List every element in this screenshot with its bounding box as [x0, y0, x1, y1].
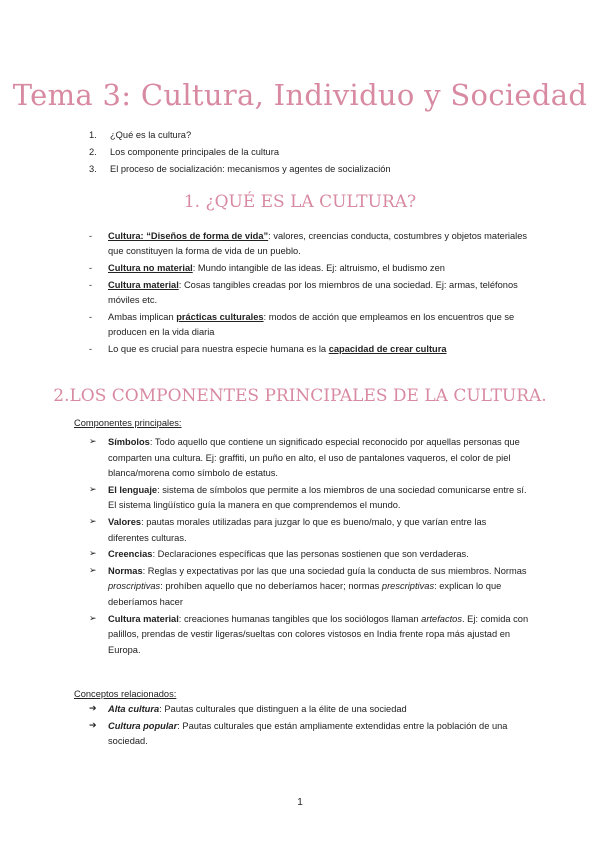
toc-text: ¿Qué es la cultura?	[110, 130, 192, 140]
list-item	[89, 261, 529, 276]
term: Cultura no material	[108, 263, 193, 274]
related-concepts-list	[89, 702, 529, 751]
list-item	[89, 719, 529, 750]
toc-number: 3.	[89, 164, 97, 174]
term: Cultura popular	[108, 720, 178, 731]
italic-term: proscriptivas	[108, 581, 161, 592]
toc-item	[89, 161, 391, 178]
prefix: Lo que es crucial para nuestra especie humana es la	[108, 344, 329, 355]
definition: : Pautas culturales que están ampliamente extendidas entre la población de una sociedad.	[108, 720, 508, 747]
italic-term: prescriptivas	[381, 581, 435, 592]
components-label: Componentes principales:	[74, 418, 182, 428]
term: Creencias	[108, 549, 153, 560]
page-number: 1	[297, 797, 303, 808]
term: Cultura: “Diseños de forma de vida”	[108, 231, 269, 241]
toc-text: El proceso de socialización: mecanismos y agentes de socialización	[110, 164, 391, 174]
list-item	[89, 278, 529, 309]
definition: : pautas morales utilizadas para juzgar lo que es bueno/malo, y que varían entre las diferentes culturas.	[108, 516, 487, 543]
term: Símbolos	[108, 437, 150, 447]
toc-number: 1.	[89, 130, 97, 140]
page-title: Tema 3: Cultura, Individuo y Sociedad	[12, 78, 588, 112]
list-item	[89, 564, 529, 611]
components-list	[89, 435, 529, 659]
definition: : valores, creencias conducta, costumbres y objetos materiales que constituyen la forma de vida de un pueblo.	[108, 231, 528, 257]
section-1-list	[89, 229, 529, 359]
definition: . Ej: comida con palillos, prendas de vestir ligeras/sueltas con colores vistosos en India frente ropa más ajustad en Europa.	[108, 613, 529, 655]
list-item	[89, 702, 529, 718]
term: prácticas culturales	[176, 311, 264, 322]
components-label-text: Componentes principales	[74, 418, 179, 428]
list-item	[89, 483, 529, 514]
definition: : modos de acción que empleamos en los encuentros que se producen en la vida diaria	[108, 311, 515, 338]
definition: : Pautas culturales que distinguen a la élite de una sociedad	[159, 704, 407, 714]
section-2-heading: 2.LOS COMPONENTES PRINCIPALES DE LA CULTURA.	[53, 386, 547, 406]
list-item	[89, 342, 529, 357]
definition: : creaciones humanas tangibles que los sociólogos llaman	[178, 613, 422, 624]
definition: : Reglas y expectativas por las que una sociedad guía la conducta de sus miembros. Normas	[142, 565, 527, 576]
term: El lenguaje	[108, 484, 158, 495]
section-1-heading: 1. ¿QUÉ ES LA CULTURA?	[183, 192, 417, 212]
related-concepts-label: Conceptos relacionados:	[74, 689, 177, 699]
list-item	[89, 547, 529, 563]
term: Cultura material	[108, 279, 179, 290]
definition: : prohíben aquello que no deberíamos hacer; normas	[160, 581, 382, 592]
definition: : Declaraciones específicas que las personas sostienen que son verdaderas.	[152, 549, 469, 560]
list-item	[89, 229, 529, 260]
definition: : Cosas tangibles creadas por los miembros de una sociedad. Ej: armas, teléfonos móviles etc.	[108, 279, 518, 306]
term: Valores	[108, 516, 142, 527]
italic-term: artefactos	[421, 613, 462, 624]
toc-item	[89, 127, 391, 144]
toc-text: Los componente principales de la cultura	[110, 147, 279, 157]
definition: : Todo aquello que contiene un significado especial reconocido por aquellas personas que comparten una cultura. Ej: graffiti, un puño en alto, el uso de pantalones vaqueros, el color de piel blanca/morena como símbolo de estatus.	[108, 437, 520, 479]
toc-item	[89, 144, 391, 161]
prefix: Ambas implican	[108, 311, 177, 322]
definition: : Mundo intangible de las ideas. Ej: altruismo, el budismo zen	[192, 263, 445, 274]
list-item	[89, 612, 529, 659]
term: Alta cultura	[108, 704, 160, 714]
term: Cultura material	[108, 613, 179, 624]
table-of-contents	[89, 127, 391, 178]
definition: : explican lo que deberíamos hacer	[108, 581, 502, 607]
list-item	[89, 435, 529, 482]
list-item	[89, 310, 529, 341]
definition: : sistema de símbolos que permite a los miembros de una sociedad comunicarse entre sí. El sistema lingüístico guía la manera en que comprendemos el mundo.	[108, 484, 527, 511]
term: Normas	[108, 565, 143, 576]
term: capacidad de crear cultura	[328, 344, 447, 355]
list-item	[89, 515, 529, 546]
toc-number: 2.	[89, 147, 97, 157]
